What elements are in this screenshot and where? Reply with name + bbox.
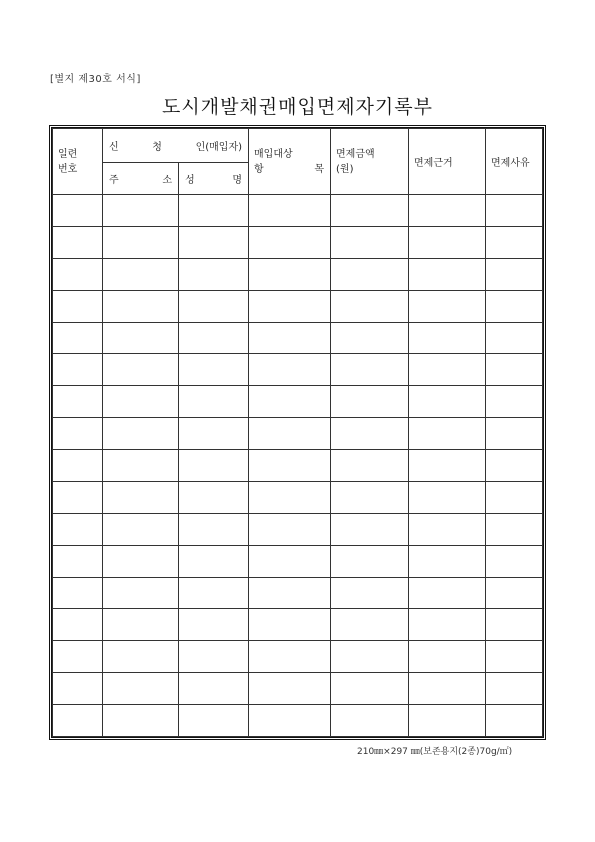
header-applicant: 신 청 인(매입자) bbox=[103, 129, 249, 163]
table-row bbox=[53, 450, 543, 482]
table-cell bbox=[331, 226, 409, 258]
table-cell bbox=[179, 290, 249, 322]
table-cell bbox=[486, 673, 543, 705]
table-cell bbox=[249, 386, 331, 418]
table-cell bbox=[331, 673, 409, 705]
table-cell bbox=[409, 195, 486, 227]
table-row bbox=[53, 577, 543, 609]
table-cell bbox=[53, 705, 103, 737]
table-cell bbox=[331, 418, 409, 450]
table-cell bbox=[249, 322, 331, 354]
table-cell bbox=[249, 705, 331, 737]
table-cell bbox=[249, 641, 331, 673]
table-cell bbox=[331, 386, 409, 418]
table-cell bbox=[486, 195, 543, 227]
table-cell bbox=[249, 481, 331, 513]
table-cell bbox=[409, 450, 486, 482]
table-cell bbox=[103, 195, 179, 227]
table-cell bbox=[331, 195, 409, 227]
table-row bbox=[53, 705, 543, 737]
table-cell bbox=[103, 577, 179, 609]
paper-spec-footer: 210㎜×297 ㎜(보존용지(2종)70g/㎡) bbox=[357, 747, 513, 757]
record-table bbox=[52, 128, 543, 737]
table-cell bbox=[486, 481, 543, 513]
table-row bbox=[53, 354, 543, 386]
table-cell bbox=[179, 513, 249, 545]
table-cell bbox=[486, 641, 543, 673]
table-cell bbox=[179, 577, 249, 609]
form-number-label: [별지 제30호 서식] bbox=[50, 74, 141, 85]
table-cell bbox=[331, 290, 409, 322]
table-cell bbox=[249, 450, 331, 482]
table-cell bbox=[409, 545, 486, 577]
table-cell bbox=[179, 195, 249, 227]
table-cell bbox=[103, 673, 179, 705]
table-row bbox=[53, 609, 543, 641]
table-cell bbox=[331, 322, 409, 354]
table-row bbox=[53, 195, 543, 227]
table-cell bbox=[53, 545, 103, 577]
table-cell bbox=[53, 418, 103, 450]
table-cell bbox=[409, 609, 486, 641]
table-cell bbox=[179, 705, 249, 737]
header-exempt-amount: 면제금액 (원) bbox=[331, 129, 409, 195]
table-row bbox=[53, 290, 543, 322]
table-cell bbox=[103, 513, 179, 545]
table-cell bbox=[249, 258, 331, 290]
table-cell bbox=[103, 354, 179, 386]
table-cell bbox=[103, 641, 179, 673]
table-row bbox=[53, 545, 543, 577]
header-exemption-basis: 면제근거 bbox=[409, 129, 486, 195]
table-cell bbox=[103, 545, 179, 577]
table-cell bbox=[249, 418, 331, 450]
header-name: 성 명 bbox=[179, 163, 249, 195]
header-address: 주 소 bbox=[103, 163, 179, 195]
table-cell bbox=[409, 641, 486, 673]
table-cell bbox=[486, 290, 543, 322]
table-row bbox=[53, 226, 543, 258]
table-cell bbox=[249, 354, 331, 386]
table-cell bbox=[179, 258, 249, 290]
table-cell bbox=[179, 226, 249, 258]
table-cell bbox=[331, 641, 409, 673]
table-cell bbox=[53, 354, 103, 386]
table-cell bbox=[103, 418, 179, 450]
table-row bbox=[53, 418, 543, 450]
table-cell bbox=[409, 386, 486, 418]
table-cell bbox=[53, 386, 103, 418]
table-cell bbox=[53, 258, 103, 290]
table-cell bbox=[409, 705, 486, 737]
table-cell bbox=[331, 354, 409, 386]
table-cell bbox=[53, 609, 103, 641]
table-cell bbox=[249, 513, 331, 545]
table-cell bbox=[53, 290, 103, 322]
table-cell bbox=[409, 226, 486, 258]
table-cell bbox=[53, 322, 103, 354]
table-row bbox=[53, 481, 543, 513]
table-cell bbox=[53, 513, 103, 545]
table-cell bbox=[486, 577, 543, 609]
table-cell bbox=[409, 354, 486, 386]
table-cell bbox=[179, 641, 249, 673]
table-cell bbox=[486, 322, 543, 354]
table-cell bbox=[486, 705, 543, 737]
table-cell bbox=[486, 513, 543, 545]
table-cell bbox=[53, 195, 103, 227]
table-cell bbox=[179, 322, 249, 354]
table-cell bbox=[103, 290, 179, 322]
table-cell bbox=[409, 418, 486, 450]
table-cell bbox=[53, 450, 103, 482]
table-cell bbox=[103, 450, 179, 482]
table-cell bbox=[53, 577, 103, 609]
table-cell bbox=[103, 481, 179, 513]
table-cell bbox=[53, 226, 103, 258]
table-cell bbox=[103, 226, 179, 258]
table-cell bbox=[249, 195, 331, 227]
table-cell bbox=[179, 450, 249, 482]
table-cell bbox=[103, 609, 179, 641]
table-cell bbox=[486, 354, 543, 386]
table-cell bbox=[53, 673, 103, 705]
table-cell bbox=[53, 641, 103, 673]
table-cell bbox=[331, 705, 409, 737]
table-cell bbox=[409, 577, 486, 609]
table-cell bbox=[53, 481, 103, 513]
table-cell bbox=[331, 513, 409, 545]
table-cell bbox=[331, 481, 409, 513]
table-cell bbox=[486, 450, 543, 482]
header-serial-number: 일련 번호 bbox=[53, 129, 103, 195]
table-cell bbox=[409, 290, 486, 322]
table-cell bbox=[486, 609, 543, 641]
table-cell bbox=[179, 418, 249, 450]
table-row bbox=[53, 641, 543, 673]
table-cell bbox=[486, 418, 543, 450]
table-cell bbox=[249, 609, 331, 641]
table-cell bbox=[409, 322, 486, 354]
table-row bbox=[53, 673, 543, 705]
table-cell bbox=[103, 386, 179, 418]
table-cell bbox=[179, 481, 249, 513]
table-cell bbox=[179, 545, 249, 577]
table-cell bbox=[179, 386, 249, 418]
table-cell bbox=[486, 545, 543, 577]
table-cell bbox=[249, 673, 331, 705]
table-cell bbox=[331, 545, 409, 577]
table-row bbox=[53, 513, 543, 545]
table-cell bbox=[486, 226, 543, 258]
table-cell bbox=[486, 386, 543, 418]
table-cell bbox=[249, 545, 331, 577]
record-table-frame bbox=[49, 125, 546, 740]
table-cell bbox=[103, 322, 179, 354]
header-purchase-item: 매입대상 항 목 bbox=[249, 129, 331, 195]
table-cell bbox=[179, 673, 249, 705]
table-cell bbox=[409, 258, 486, 290]
form-title: 도시개발채권매입면제자기록부 bbox=[162, 96, 433, 118]
table-cell bbox=[331, 609, 409, 641]
table-cell bbox=[331, 450, 409, 482]
table-cell bbox=[103, 705, 179, 737]
table-cell bbox=[249, 577, 331, 609]
table-cell bbox=[249, 290, 331, 322]
table-row bbox=[53, 322, 543, 354]
table-cell bbox=[179, 609, 249, 641]
table-cell bbox=[331, 258, 409, 290]
table-cell bbox=[249, 226, 331, 258]
table-cell bbox=[409, 481, 486, 513]
table-row bbox=[53, 258, 543, 290]
header-exemption-reason: 면제사유 bbox=[486, 129, 543, 195]
table-cell bbox=[103, 258, 179, 290]
table-cell bbox=[409, 673, 486, 705]
table-cell bbox=[179, 354, 249, 386]
table-cell bbox=[486, 258, 543, 290]
table-row bbox=[53, 386, 543, 418]
table-cell bbox=[331, 577, 409, 609]
table-cell bbox=[409, 513, 486, 545]
